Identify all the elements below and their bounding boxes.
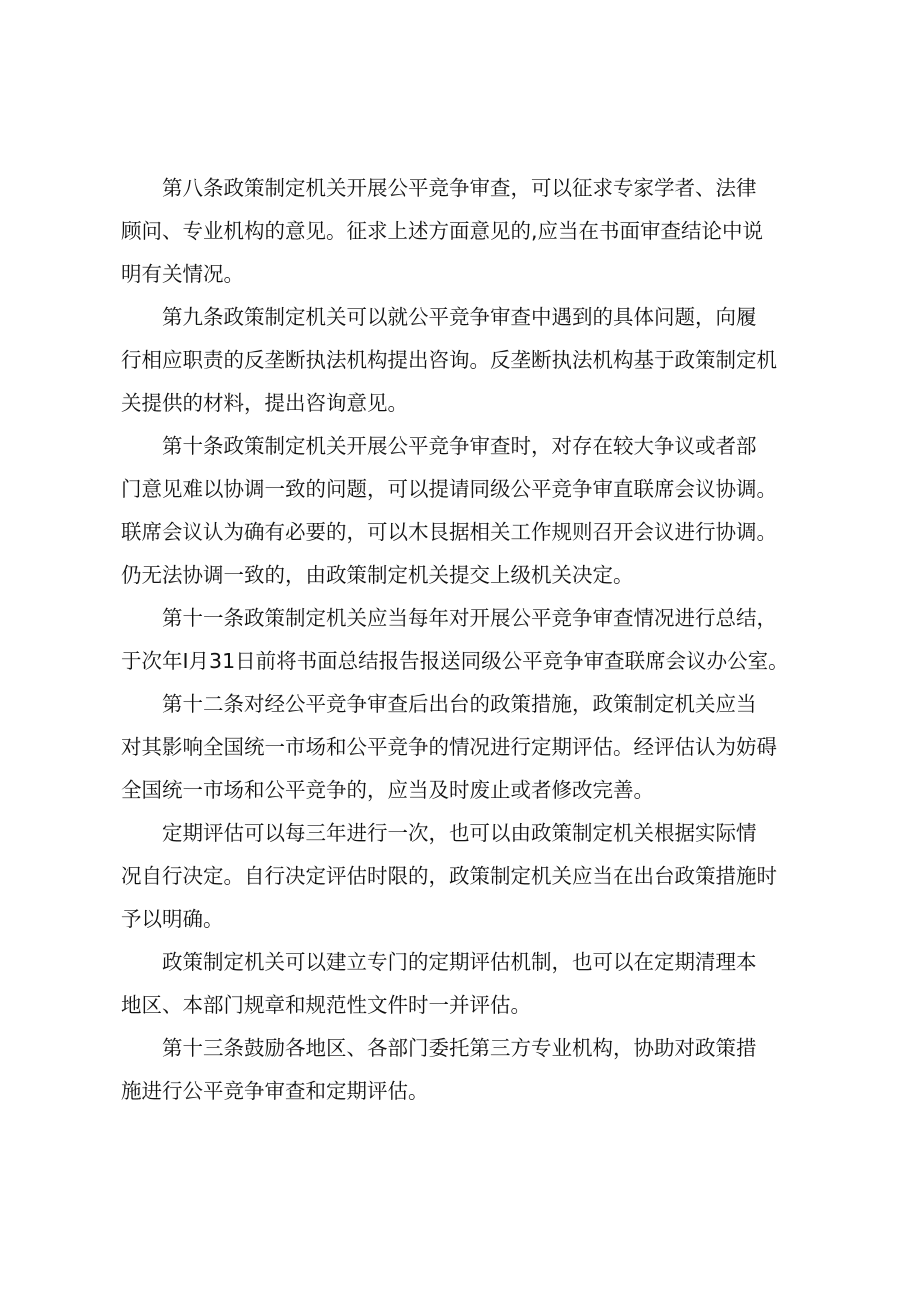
article-8-paragraph bbox=[121, 167, 801, 296]
text-line: 第十条政策制定机关开展公平竞争审查时，对存在较大争议或者部 bbox=[162, 434, 757, 458]
article-9-paragraph bbox=[121, 296, 801, 425]
article-12-paragraph bbox=[121, 683, 801, 812]
document-body bbox=[121, 167, 801, 1113]
text-line: 定期评估可以每三年进行一次，也可以由政策制定机关根据实际情 bbox=[162, 821, 757, 845]
periodic-evaluation-paragraph bbox=[121, 812, 801, 941]
text-line: 明有关情况。 bbox=[121, 262, 244, 286]
text-line: 第十三条鼓励各地区、各部门委托第三方专业机构，协助对政策措 bbox=[162, 1036, 757, 1060]
text-line: 政策制定机关可以建立专门的定期评估机制，也可以在定期清理本 bbox=[162, 950, 757, 974]
text-line: 地区、本部门规章和规范性文件时一并评估。 bbox=[121, 993, 531, 1017]
text-line: 仍无法协调一致的，由政策制定机关提交上级机关决定。 bbox=[121, 563, 634, 587]
text-line: 施进行公平竞争审查和定期评估。 bbox=[121, 1079, 429, 1103]
text-line: 门意见难以协调一致的问题，可以提请同级公平竞争审直联席会议协调。 bbox=[121, 477, 777, 501]
text-line: 于次年I月31日前将书面总结报告报送同级公平竞争审查联席会议办公室。 bbox=[121, 649, 789, 673]
text-line: 联席会议认为确有必要的，可以木艮据相关工作规则召开会议进行协调。 bbox=[121, 520, 777, 544]
text-line: 对其影响全国统一市场和公平竞争的情况进行定期评估。经评估认为妨碍 bbox=[121, 735, 777, 759]
text-line: 第十二条对经公平竞争审查后出台的政策措施，政策制定机关应当 bbox=[162, 692, 757, 716]
evaluation-mechanism-paragraph bbox=[121, 941, 801, 1027]
article-13-paragraph bbox=[121, 1027, 801, 1113]
text-line: 全国统一市场和公平竞争的，应当及时废止或者修改完善。 bbox=[121, 778, 654, 802]
text-line: 予以明确。 bbox=[121, 907, 224, 931]
article-11-paragraph bbox=[121, 597, 801, 683]
text-line: 第十一条政策制定机关应当每年对开展公平竞争审查情况进行总结， bbox=[162, 606, 777, 630]
text-line: 第九条政策制定机关可以就公平竞争审查中遇到的具体问题，向履 bbox=[162, 305, 757, 329]
text-line: 况自行决定。自行决定评估时限的，政策制定机关应当在出台政策措施时 bbox=[121, 864, 777, 888]
text-line: 第八条政策制定机关开展公平竞争审查，可以征求专家学者、法律 bbox=[162, 176, 757, 200]
text-line: 顾问、专业机构的意见。征求上述方面意见的,应当在书面审查结论中说 bbox=[121, 219, 764, 243]
article-10-paragraph bbox=[121, 425, 801, 597]
text-line: 行相应职责的反垄断执法机构提出咨询。反垄断执法机构基于政策制定机 bbox=[121, 348, 777, 372]
text-line: 关提供的材料，提出咨询意见。 bbox=[121, 391, 408, 415]
